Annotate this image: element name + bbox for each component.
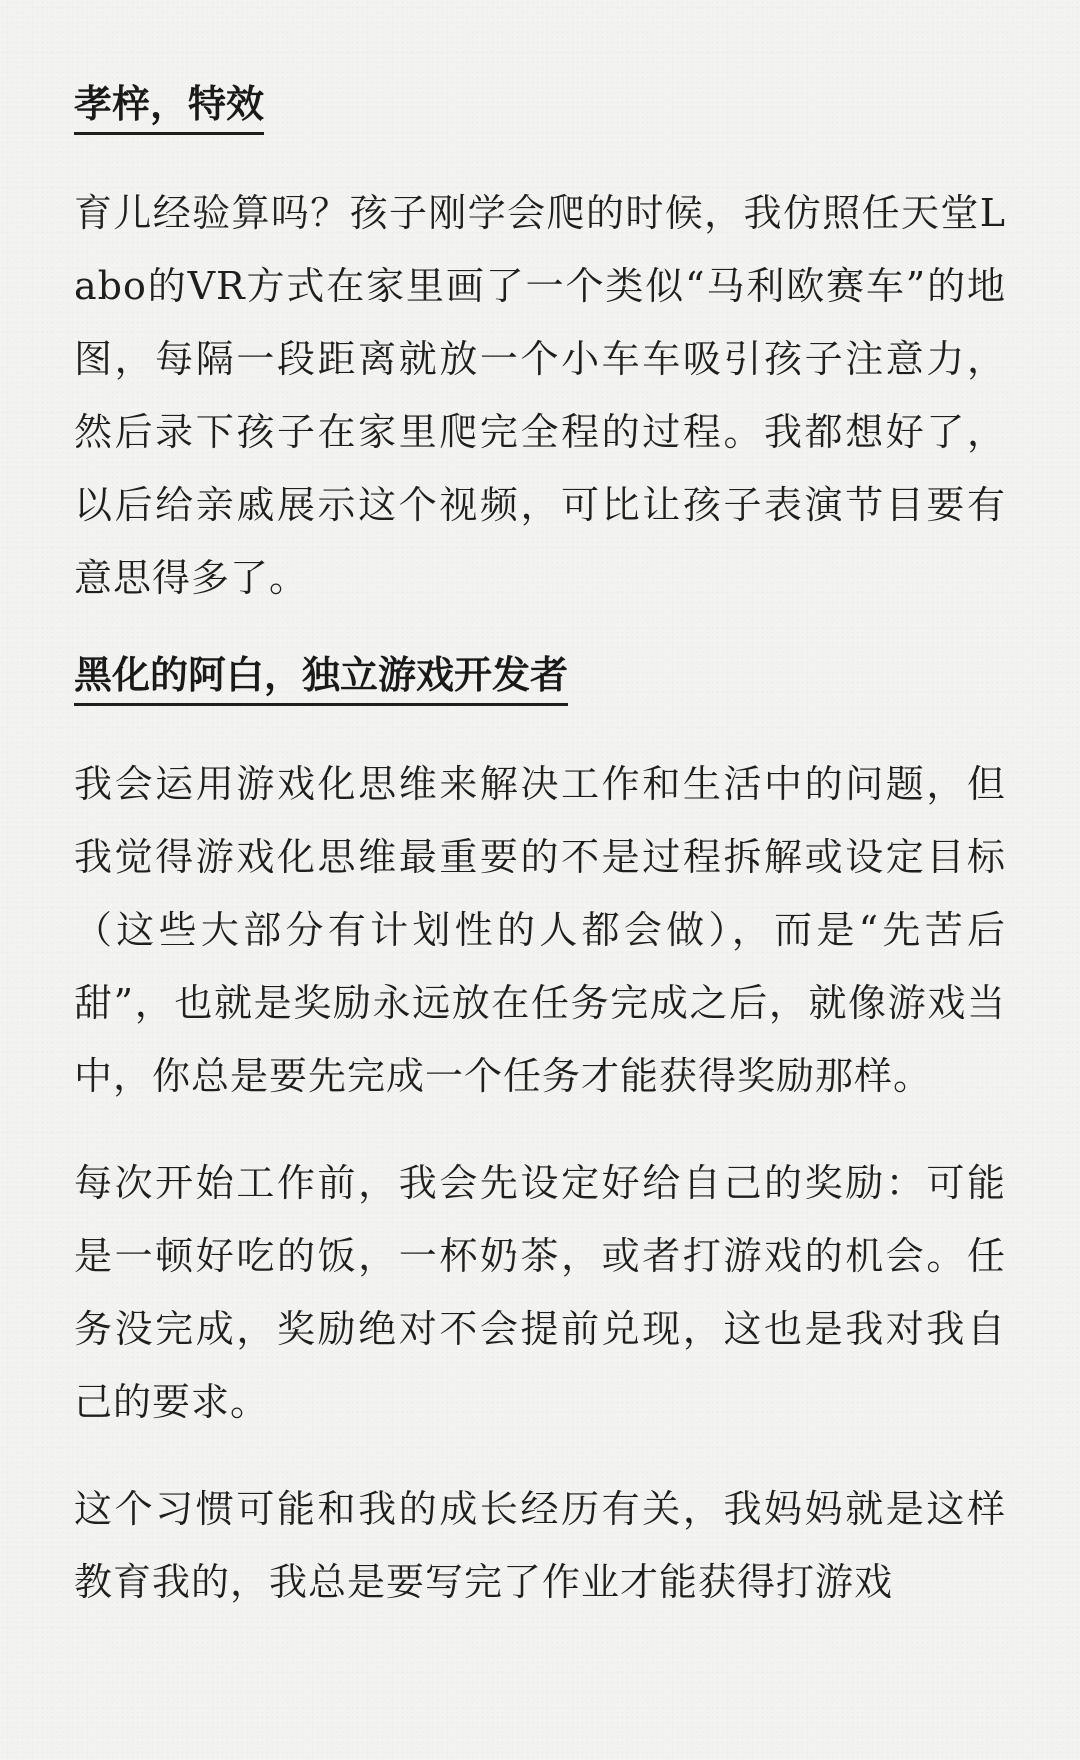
entry-xiaozi	[74, 78, 1006, 615]
author-heading: 黑化的阿白，独立游戏开发者	[74, 649, 568, 706]
paragraph: 我会运用游戏化思维来解决工作和生活中的问题，但我觉得游戏化思维最重要的不是过程拆解或设定目标（这些大部分有计划性的人都会做），而是“先苦后甜”，也就是奖励永远放在任务完成之后，就像游戏当中，你总是要先完成一个任务才能获得奖励那样。	[74, 762, 1006, 1098]
entry-heihua-abai	[74, 649, 1006, 1619]
paragraph: 每次开始工作前，我会先设定好给自己的奖励：可能是一顿好吃的饭，一杯奶茶，或者打游戏的机会。任务没完成，奖励绝对不会提前兑现，这也是我对我自己的要求。	[74, 1161, 1006, 1424]
paragraph: 育儿经验算吗？孩子刚学会爬的时候，我仿照任天堂Labo的VR方式在家里画了一个类似“马利欧赛车”的地图，每隔一段距离就放一个小车车吸引孩子注意力，然后录下孩子在家里爬完全程的过程。我都想好了，以后给亲戚展示这个视频，可比让孩子表演节目要有意思得多了。	[74, 191, 1006, 600]
author-heading: 孝梓，特效	[74, 78, 264, 135]
paragraph: 这个习惯可能和我的成长经历有关，我妈妈就是这样教育我的，我总是要写完了作业才能获得打游戏	[74, 1487, 1006, 1604]
